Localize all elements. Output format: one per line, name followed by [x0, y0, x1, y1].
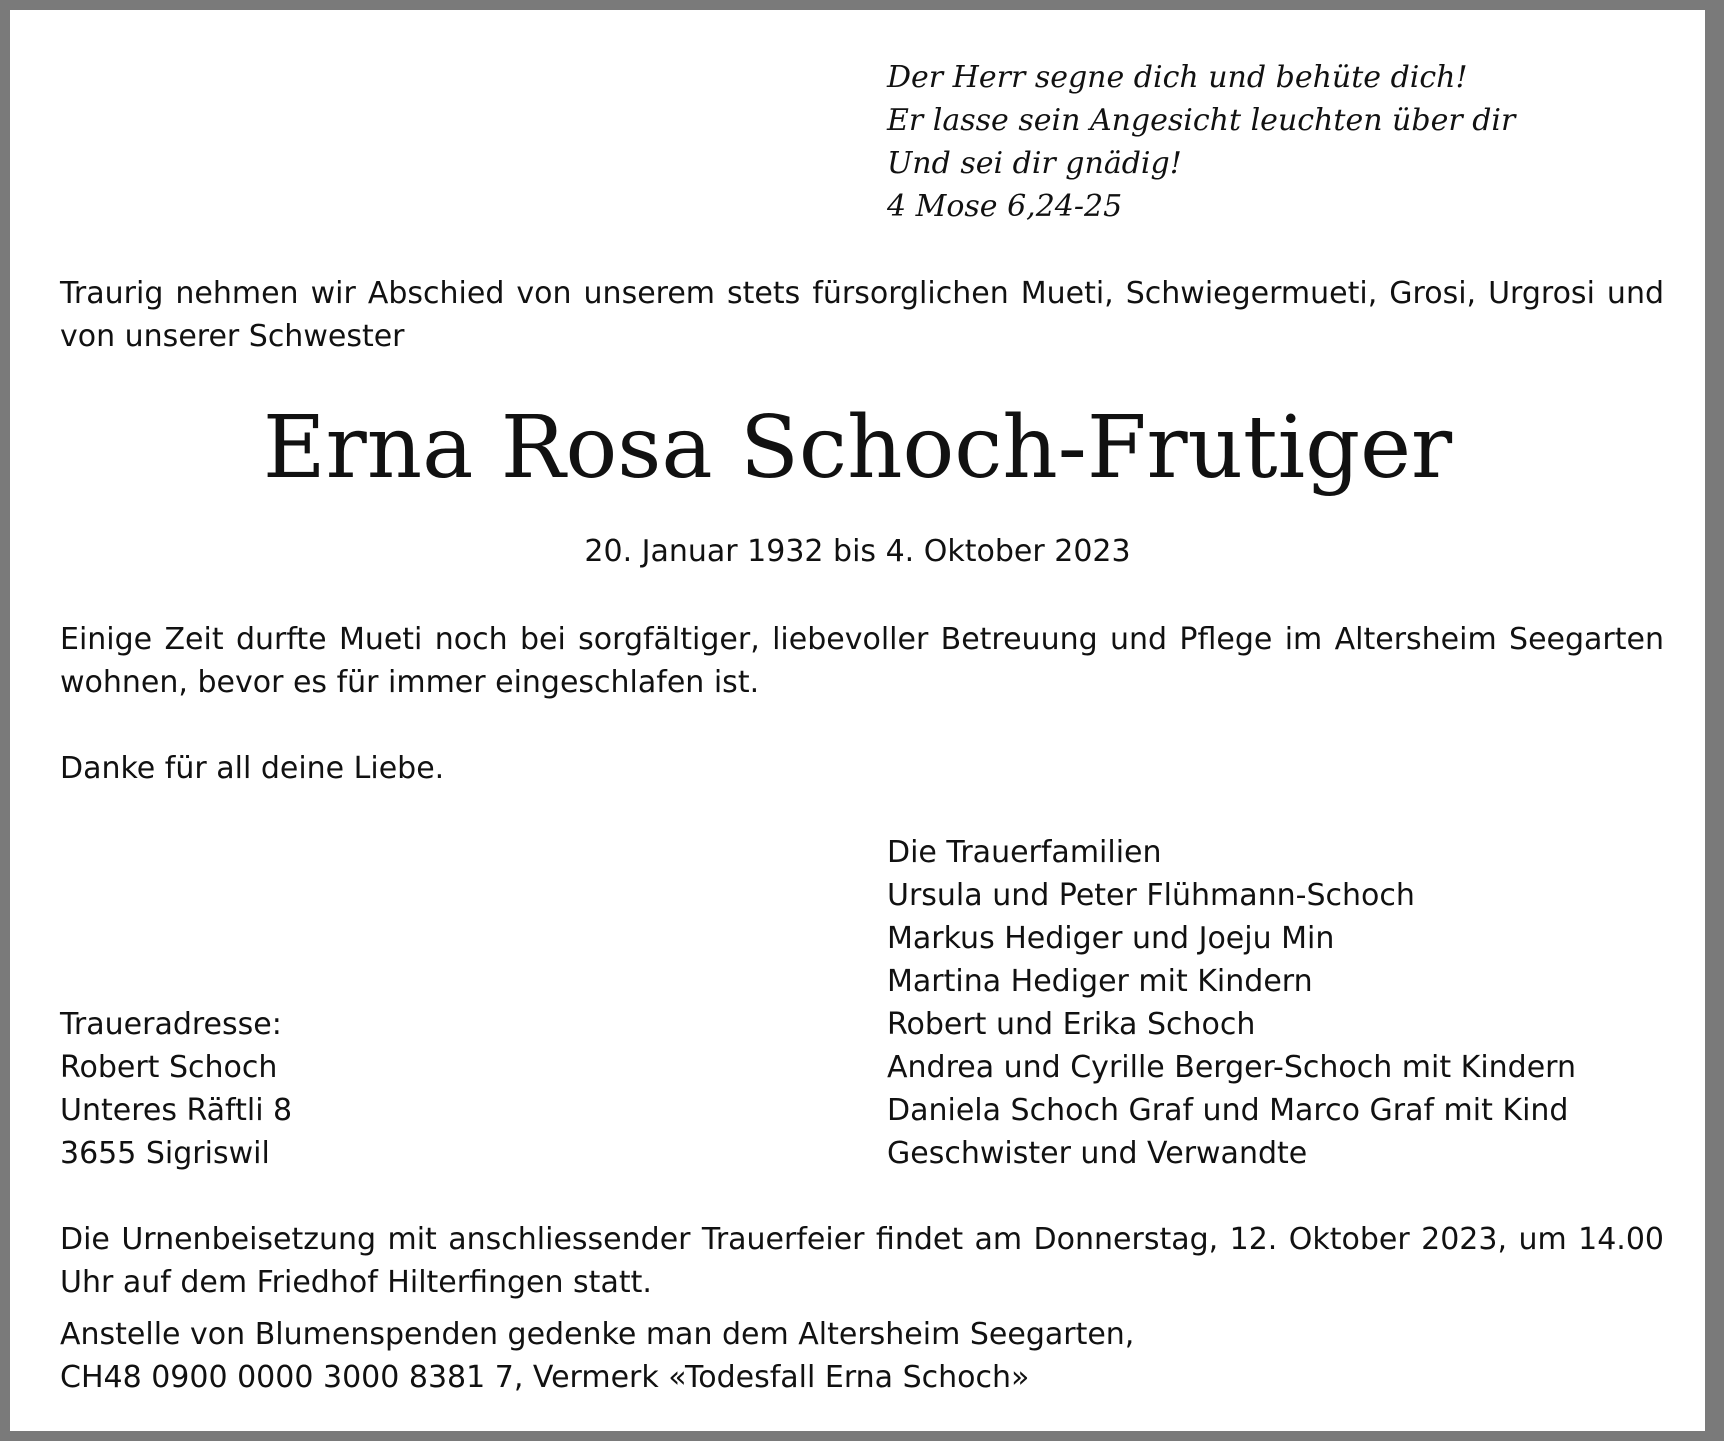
address-label: Traueradresse: — [60, 1007, 282, 1042]
mourning-families — [887, 831, 1576, 1175]
verse-line-2: Er lasse sein Angesicht leuchten über dir — [887, 103, 1516, 138]
family-member: Martina Hediger mit Kindern — [887, 964, 1313, 999]
deceased-name: Erna Rosa Schoch-Frutiger — [262, 398, 1453, 498]
verse-line-1: Der Herr segne dich und behüte dich! — [887, 60, 1468, 95]
family-member: Ursula und Peter Flühmann-Schoch — [887, 878, 1415, 913]
verse-reference: 4 Mose 6,24-25 — [887, 189, 1123, 224]
life-dates: 20. Januar 1932 bis 4. Oktober 2023 — [584, 534, 1131, 569]
address-name: Robert Schoch — [60, 1050, 278, 1085]
address-street: Unteres Räftli 8 — [60, 1093, 293, 1128]
bible-verse — [887, 56, 1515, 228]
ceremony-paragraph: Die Urnenbeisetzung mit anschliessender Trauerfeier findet am Donnerstag, 12. Oktober 2023, um 14.00 Uhr auf dem Friedhof Hilterfingen statt. — [60, 1222, 1664, 1300]
thanks-line: Danke für all deine Liebe. — [60, 751, 445, 786]
verse-line-3: Und sei dir gnädig! — [887, 146, 1182, 181]
family-member: Markus Hediger und Joeju Min — [887, 921, 1335, 956]
donation-line-2: CH48 0900 0000 3000 8381 7, Vermerk «Todesfall Erna Schoch» — [60, 1360, 1030, 1395]
obituary-notice — [10, 10, 1705, 1431]
family-member: Robert und Erika Schoch — [887, 1007, 1256, 1042]
address-city: 3655 Sigriswil — [60, 1136, 270, 1171]
family-member: Andrea und Cyrille Berger-Schoch mit Kindern — [887, 1050, 1577, 1085]
families-heading: Die Trauerfamilien — [887, 835, 1162, 870]
donation-notice — [60, 1313, 1134, 1399]
mourning-address — [60, 1003, 292, 1175]
intro-paragraph: Traurig nehmen wir Abschied von unserem stets fürsorglichen Mueti, Schwiegermueti, Grosi, Urgrosi und von unserer Schwester — [60, 276, 1664, 354]
body-paragraph: Einige Zeit durfte Mueti noch bei sorgfältiger, liebevoller Betreuung und Pflege im Altersheim Seegarten wohnen, bevor es für immer eingeschlafen ist. — [60, 622, 1664, 700]
family-member: Geschwister und Verwandte — [887, 1136, 1308, 1171]
family-member: Daniela Schoch Graf und Marco Graf mit Kind — [887, 1093, 1569, 1128]
donation-line-1: Anstelle von Blumenspenden gedenke man dem Altersheim Seegarten, — [60, 1317, 1135, 1352]
